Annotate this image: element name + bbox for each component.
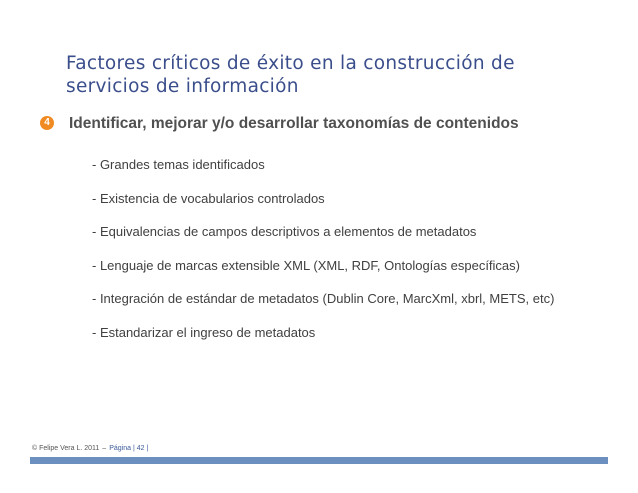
- section-heading: Identificar, mejorar y/o desarrollar taxonomías de contenidos: [69, 115, 519, 132]
- bullet-item: - Grandes temas identificados: [92, 157, 265, 172]
- slide-title-line-1: Factores críticos de éxito en la construcción de: [66, 53, 515, 74]
- footer-page-number: Página | 42 |: [109, 445, 149, 452]
- slide-title: [66, 52, 586, 98]
- bullet-item: - Estandarizar el ingreso de metadatos: [92, 324, 316, 340]
- bullet-item: - Lenguaje de marcas extensible XML (XML, RDF, Ontologías específicas): [92, 257, 520, 273]
- bullet-item: - Integración de estándar de metadatos (Dublin Core, MarcXml, xbrl, METS, etc): [92, 291, 555, 306]
- bullet-item: - Equivalencias de campos descriptivos a elementos de metadatos: [92, 224, 477, 239]
- footer-separator: –: [102, 445, 107, 452]
- bullet-item: - Existencia de vocabularios controlados: [92, 190, 325, 206]
- footer-bar: [30, 457, 608, 464]
- section-number-badge: 4: [40, 116, 54, 130]
- footer-copyright: © Felipe Vera L. 2011: [32, 445, 100, 452]
- bullet-list: [92, 157, 554, 358]
- slide-title-line-2: servicios de información: [66, 76, 299, 97]
- footer: [32, 444, 148, 453]
